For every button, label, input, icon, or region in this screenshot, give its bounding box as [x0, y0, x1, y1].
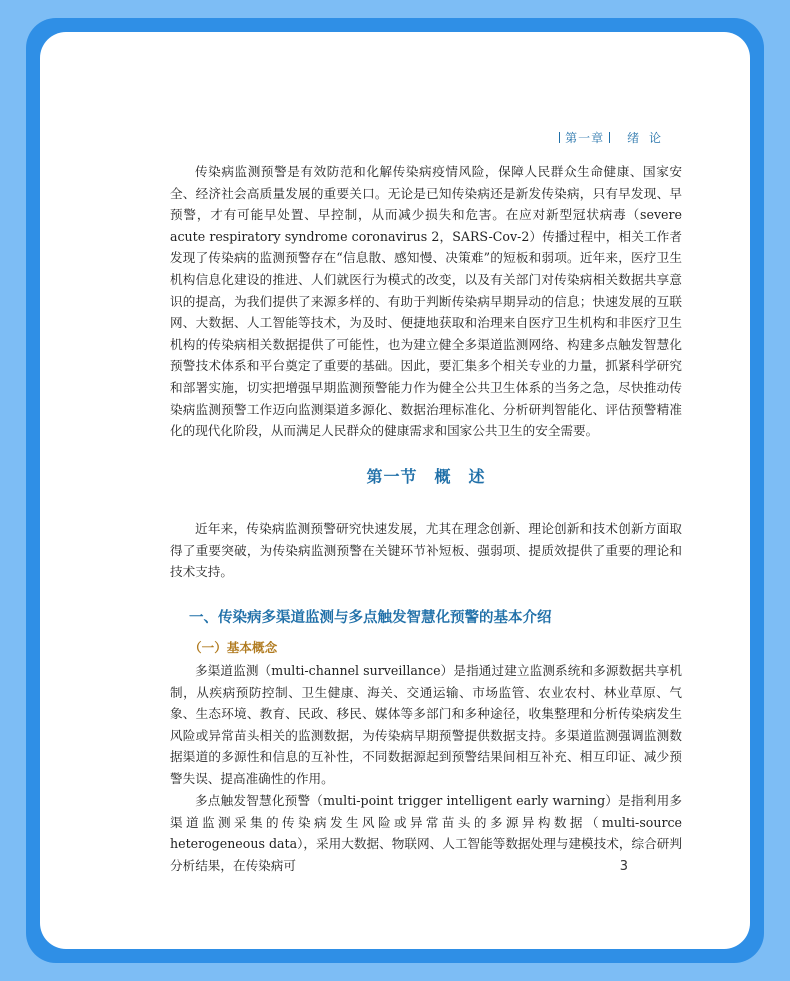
chapter-title: 绪 论 — [627, 131, 664, 145]
book-page — [40, 32, 750, 949]
section-title: 第一节 概 述 — [366, 467, 486, 486]
header-divider — [559, 132, 560, 143]
page-number: 3 — [619, 859, 628, 874]
header-divider — [609, 132, 610, 143]
running-header — [554, 129, 664, 146]
subsubsection-heading: （一）基本概念 — [189, 640, 278, 655]
multipoint-paragraph: 多点触发智慧化预警（multi-point trigger intelligent early warning）是指利用多渠道监测采集的传染病发生风险或异常苗头的多源异构数据（multi-source heterogeneous data），采用大数据、物联网、人工智能等数据处理与建模技术，综合研判分析结果，在传染病可 — [170, 793, 682, 873]
chapter-label: 第一章 — [565, 131, 605, 145]
subsection-heading: 一、传染病多渠道监测与多点触发智慧化预警的基本介绍 — [189, 610, 552, 626]
intro-paragraph: 传染病监测预警是有效防范和化解传染病疫情风险，保障人民群众生命健康、国家安全、经济社会高质量发展的重要关口。无论是已知传染病还是新发传染病，只有早发现、早预警，才有可能早处置、早控制，从而减少损失和危害。在应对新型冠状病毒（severe acute respiratory syndrome coronavirus 2，SARS-Cov-2）传播过程中，相关工作者发现了传染病的监测预警存在“信息散、感知慢、决策难”的短板和弱项。近年来，医疗卫生机构信息化建设的推进、人们就医行为模式的改变，以及有关部门对传染病相关数据共享意识的提高，为我们提供了来源多样的、有助于判断传染病早期异动的信息；快速发展的互联网、大数据、人工智能等技术，为及时、便捷地获取和治理来自医疗卫生机构和非医疗卫生机构的传染病相关数据提供了可能性，也为建立健全多渠道监测网络、构建多点触发智慧化预警技术体系和平台奠定了重要的基础。因此，要汇集多个相关专业的力量，抓紧科学研究和部署实施，切实把增强早期监测预警能力作为健全公共卫生体系的当务之急，尽快推动传染病监测预警工作迈向监测渠道多源化、数据治理标准化、分析研判智能化、评估预警精准化的现代化阶段，从而满足人民群众的健康需求和国家公共卫生的安全需要。 — [170, 164, 682, 439]
multichannel-paragraph: 多渠道监测（multi-channel surveillance）是指通过建立监测系统和多源数据共享机制，从疾病预防控制、卫生健康、海关、交通运输、市场监管、农业农村、林业草原、气象、生态环境、教育、民政、移民、媒体等多部门和多种途径，收集整理和分析传染病发生风险或异常苗头相关的监测数据，为传染病早期预警提供数据支持。多渠道监测强调监测数据渠道的多源性和信息的互补性，不同数据源起到预警结果间相互补充、相互印证、减少预警失误、提高准确性的作用。 — [170, 663, 682, 786]
overview-paragraph: 近年来，传染病监测预警研究快速发展，尤其在理念创新、理论创新和技术创新方面取得了重要突破，为传染病监测预警在关键环节补短板、强弱项、提质效提供了重要的理论和技术支持。 — [170, 521, 682, 580]
